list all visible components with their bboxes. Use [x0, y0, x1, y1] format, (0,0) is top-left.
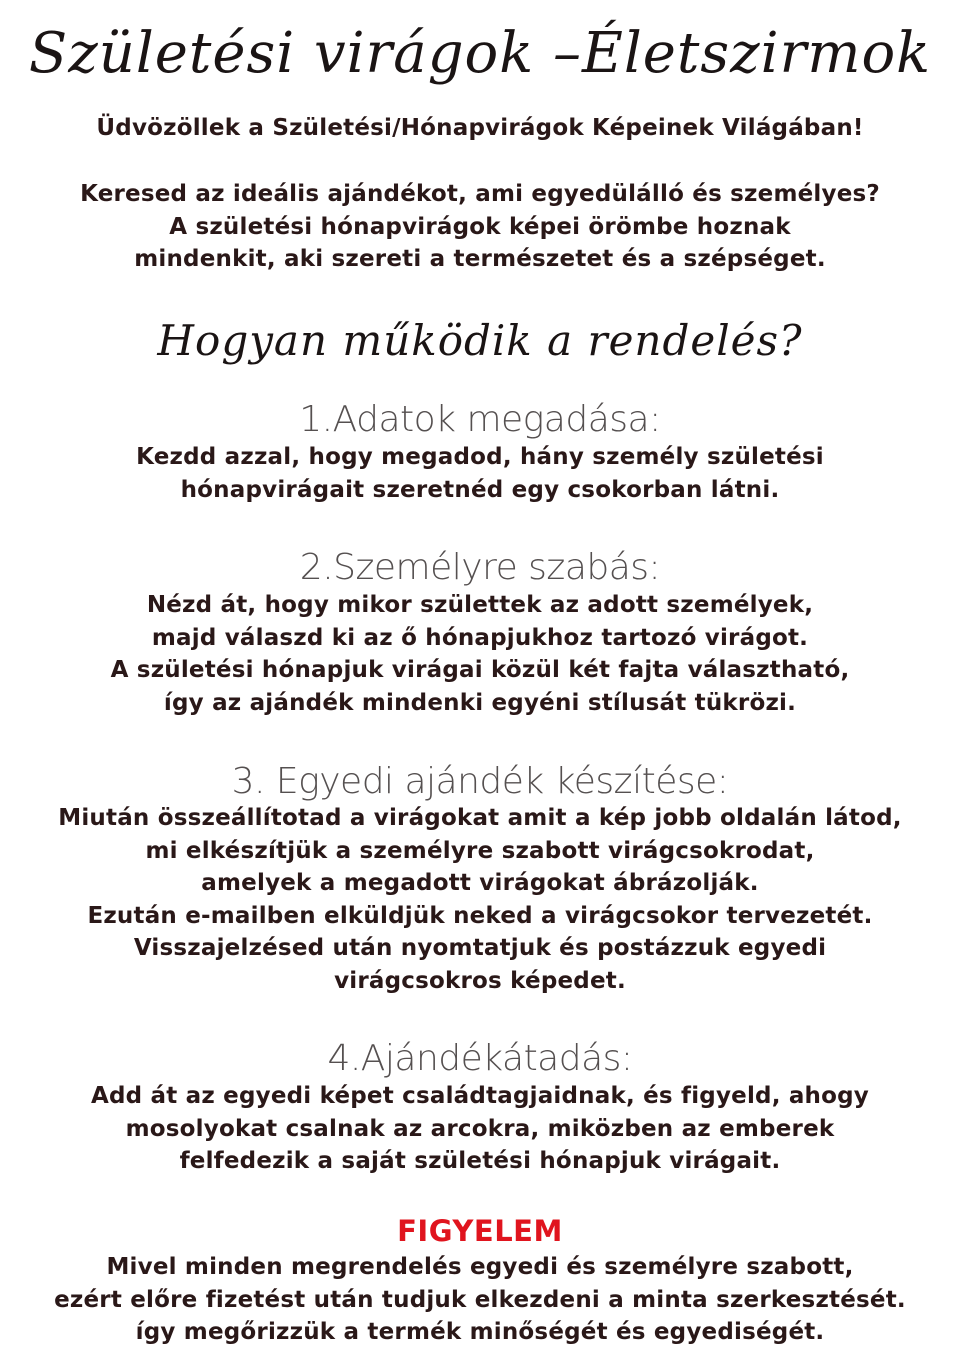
howto-heading: Hogyan működik a rendelés? [157, 316, 803, 365]
page-title: Születési virágok –Életszirmok [28, 21, 932, 86]
step-3-text: Miután összeállítotad a virágokat amit a kép jobb oldalán látod, mi elkészítjük a személyre szabott virágcsokrodat, amelyek a megadott virágokat ábrázolják. Ezután e-mailben elküldjük neked a virágcsokor tervezetét. Visszajelzésed után nyomtatjuk és postázzuk egyedi virágcsokros képedet. [58, 805, 902, 994]
notice-text: Mivel minden megrendelés egyedi és személyre szabott, ezért előre fizetést után tudjuk elkezdeni a minta szerkesztését. így megőrizzük a termék minőségét és egyediségét. [54, 1254, 906, 1345]
welcome-text: Üdvözöllek a Születési/Hónapvirágok Képeinek Világában! [96, 115, 864, 141]
notice-title: FIGYELEM [397, 1214, 563, 1248]
step-2-title: 2.Személyre szabás: [299, 547, 661, 588]
step-2-text: Nézd át, hogy mikor születtek az adott személyek, majd válaszd ki az ő hónapjukhoz tartozó virágot. A születési hónapjuk virágai közül két fajta választható, így az ajándék mindenki egyéni stílusát tükrözi. [110, 592, 850, 716]
step-1-title: 1.Adatok megadása: [299, 399, 661, 440]
step-3-title: 3. Egyedi ajándék készítése: [231, 761, 729, 802]
intro-paragraph: Keresed az ideális ajándékot, ami egyedülálló és személyes? A születési hónapvirágok képei örömbe hoznak mindenkit, aki szereti a természetet és a szépséget. [80, 181, 880, 272]
step-4-title: 4.Ajándékátadás: [327, 1038, 633, 1079]
step-1-text: Kezdd azzal, hogy megadod, hány személy születési hónapvirágait szeretnéd egy csokorban látni. [136, 444, 824, 503]
step-4-text: Add át az egyedi képet családtagjaidnak, és figyeld, ahogy mosolyokat csalnak az arcokra, miközben az emberek felfedezik a saját születési hónapjuk virágait. [91, 1083, 869, 1174]
